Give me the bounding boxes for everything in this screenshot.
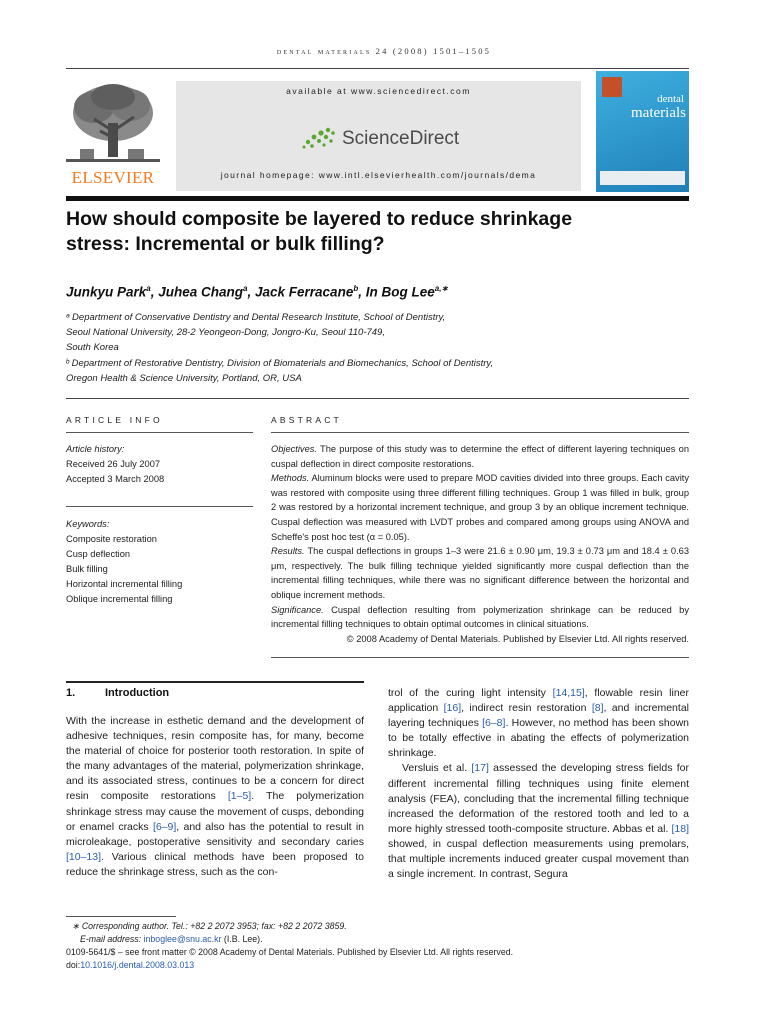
abstract-methods	[271, 471, 689, 544]
received-date: Received 26 July 2007	[66, 459, 161, 469]
intro-text: , flowable resin liner application	[388, 687, 689, 715]
objectives-label: Objectives.	[271, 444, 317, 454]
citation-link[interactable]: [8]	[591, 702, 604, 715]
citation-link[interactable]: [16]	[443, 702, 462, 715]
intro-paragraph	[388, 686, 689, 761]
cover-title-materials: materials	[631, 105, 686, 121]
objectives-text: The purpose of this study was to determine the effect of different layering techniques on cuspal deflection in direct composite restorations.	[271, 444, 689, 469]
title-line-1: How should composite be layered to reduce shrinkage	[66, 208, 573, 230]
affiliation-line: Seoul National University, 28-2 Yeongeon-Dong, Jongro-Ku, Seoul 110-749,	[66, 327, 385, 338]
accepted-date: Accepted 3 March 2008	[66, 474, 165, 484]
sciencedirect-logo	[300, 124, 470, 154]
intro-text: . Various clinical methods have been proposed to reduce the shrinkage stress, such as the con-	[66, 850, 364, 878]
author-affil-mark: a	[146, 284, 151, 293]
doi-note	[66, 959, 194, 972]
keyword-item: Cusp deflection	[66, 549, 131, 559]
corresponding-author-note: ∗ Corresponding author. Tel.: +82 2 2072 3953; fax: +82 2 2072 3859.	[72, 921, 347, 931]
affiliation-line: Oregon Health & Science University, Portland, OR, USA	[66, 373, 302, 384]
intro-text: With the increase in esthetic demand and the development of adhesive techniques, resin composite has, for many, become the material of choice for posterior tooth restoration. In spite of the many advantages of the material, polymerization shrinkage, and its associated stress, continues to be a concern for direct resin composite restorations	[66, 715, 364, 803]
intro-right-column	[388, 686, 689, 882]
article-info-rule	[66, 432, 253, 433]
author-name: Juhea Chang	[158, 284, 244, 300]
citation-link[interactable]: [17]	[471, 762, 489, 775]
author-name: In Bog Lee	[365, 284, 435, 300]
intro-text: , indirect resin restoration	[461, 702, 592, 715]
citation-link[interactable]: [6–8]	[482, 717, 506, 730]
title-line-2: stress: Incremental or bulk filling?	[66, 233, 385, 255]
intro-text: assessed the developing stress fields for different incremental filling techniques using finite element analysis (FEA), concluding that the incremental filling technique increased the deformation of the restored tooth and led to a more highly stressed tooth-composite structure. Abbas et al.	[388, 762, 689, 835]
abstract-significance	[271, 603, 689, 632]
citation-link[interactable]: [10–13]	[66, 850, 102, 863]
footnote-rule	[66, 916, 176, 917]
abstract-results	[271, 544, 689, 602]
author-list: Junkyu Park$^a$, Juhea Chang$^a$, Jack Ferracane$^b$, In Bog Lee$^{a,∗}$	[66, 284, 449, 300]
header-thick-rule	[66, 196, 689, 201]
intro-paragraph	[66, 714, 364, 880]
author-affil-mark: b	[353, 284, 359, 293]
elsevier-wordmark: ELSEVIER	[71, 168, 155, 187]
available-at-text: available at www.sciencedirect.com	[286, 86, 471, 96]
abstract-body	[271, 442, 689, 646]
keyword-item: Oblique incremental filling	[66, 594, 173, 604]
intro-rule	[66, 681, 364, 683]
citation-link[interactable]: [6–9]	[152, 820, 177, 833]
results-label: Results.	[271, 546, 305, 557]
cover-footer-strip	[600, 171, 685, 185]
email-label: E-mail address:	[80, 934, 144, 944]
journal-homepage-text: journal homepage: www.intl.elsevierhealth.com/journals/dema	[220, 170, 537, 180]
abstract-objectives	[271, 442, 689, 471]
intro-text: . The polymerization shrinkage stress may cause the movement of cusps, debonding or enamel cracks	[66, 790, 364, 833]
keyword-item: Bulk filling	[66, 564, 108, 574]
journal-cover	[596, 71, 689, 192]
intro-left-column	[66, 714, 364, 880]
methods-label: Methods.	[271, 473, 310, 484]
sciencedirect-dots-icon	[300, 124, 340, 154]
author-affil-mark: a	[243, 284, 248, 293]
abstract-heading: ABSTRACT	[271, 415, 342, 425]
keywords-label: Keywords:	[66, 519, 110, 529]
sciencedirect-wordmark: ScienceDirect	[342, 128, 460, 149]
author-name: Jack Ferracane	[255, 284, 354, 300]
article-info-heading: ARTICLE INFO	[66, 415, 163, 425]
history-label: Article history:	[66, 444, 125, 454]
abstract-copyright: © 2008 Academy of Dental Materials. Published by Elsevier Ltd. All rights reserved.	[346, 633, 689, 644]
citation-link[interactable]: [18]	[671, 822, 689, 835]
top-rule	[66, 68, 689, 69]
email-suffix: (I.B. Lee).	[221, 934, 263, 944]
intro-paragraph	[388, 761, 689, 882]
methods-text: Aluminum blocks were used to prepare MOD cavities divided into three groups. Each cavity was restored with composite using three different filling techniques. Group 1 was filled in bulk, group 2 was restored by a horizontal increment technique, and group 3 by an oblique increment technique. Cuspal deflection was measured with LVDT probes and compared among groups using ANOVA and Scheffe's post hoc test (α = 0.05).	[271, 473, 689, 542]
doi-link[interactable]: 10.1016/j.dental.2008.03.013	[80, 960, 195, 970]
intro-text: , and incremental layering techniques	[388, 702, 689, 730]
significance-label: Significance.	[271, 604, 324, 615]
section-title: Introduction	[105, 687, 170, 699]
running-head: dental materials 24 (2008) 1501–1505	[276, 46, 492, 56]
affiliation-line: ᵇ Department of Restorative Dentistry, Division of Biomaterials and Biomechanics, School of Dentistry,	[66, 358, 494, 369]
results-text: The cuspal deflections in groups 1–3 were 21.6 ± 0.90 μm, 19.3 ± 0.73 μm and 18.4 ± 0.63 μm, respectively. The bulk filling technique yielded significantly more cuspal deflection than the incremental filling techniques, while there was no significant difference between the horizontal and oblique increment methods.	[271, 546, 689, 600]
abstract-end-rule	[271, 657, 689, 658]
author-name: Junkyu Park	[66, 284, 147, 300]
intro-text: , and also has the potential to result in microleakage, postoperative sensitivity and secondary caries	[66, 820, 364, 848]
section-number: 1.	[66, 687, 76, 699]
keywords-rule	[66, 506, 253, 507]
intro-text: showed, in cuspal deflection measurements using premolars, that multiple increments induced greater cuspal movement than a single increment. In contrast, Segura	[388, 837, 689, 881]
affiliation-line: South Korea	[66, 342, 119, 353]
email-link[interactable]: inboglee@snu.ac.kr	[143, 934, 222, 944]
doi-label: doi:	[66, 960, 81, 970]
intro-text: trol of the curing light intensity	[388, 687, 553, 699]
citation-link[interactable]: [14,15]	[552, 687, 585, 699]
affiliation-line: ᵃ Department of Conservative Dentistry and Dental Research Institute, School of Dentistry,	[66, 312, 446, 323]
citation-link[interactable]: [1–5]	[227, 790, 252, 803]
author-affil-mark: a,∗	[434, 284, 449, 293]
issn-note: 0109-5641/$ – see front matter © 2008 Academy of Dental Materials. Published by Elsevier Ltd. All rights reserved.	[66, 947, 514, 957]
email-note	[80, 933, 263, 946]
keyword-item: Horizontal incremental filling	[66, 579, 183, 589]
cover-title-dental: dental	[657, 93, 684, 105]
significance-text: Cuspal deflection resulting from polymerization shrinkage can be reduced by incremental filling techniques to obtain optimal outcomes in clinical situations.	[271, 604, 689, 630]
intro-text: . However, no method has been shown to be totally effective in abating the effects of polymerization shrinkage.	[388, 717, 689, 760]
keyword-item: Composite restoration	[66, 534, 157, 544]
section-rule	[66, 398, 689, 399]
abstract-rule	[271, 432, 689, 433]
intro-text: Versluis et al.	[402, 762, 472, 775]
article-title	[66, 207, 686, 257]
